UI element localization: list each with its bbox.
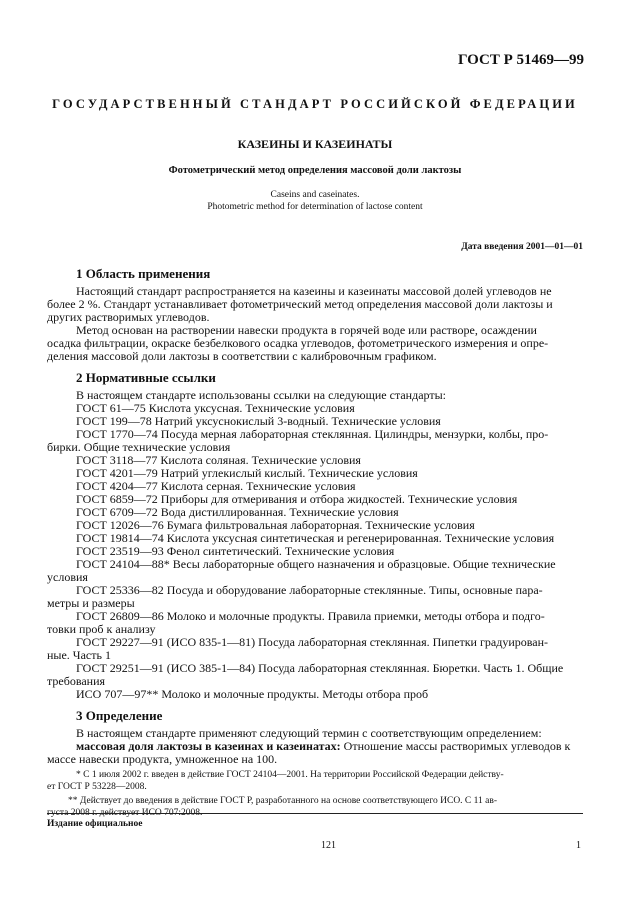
document-title: КАЗЕИНЫ И КАЗЕИНАТЫ — [237, 137, 393, 151]
reference-line: ГОСТ 61—75 Кислота уксусная. Технические условия — [76, 401, 355, 415]
section-1-line: осадка фильтрации, окраске безбелкового осадка углеводов, фотометрического измерения и опре- — [47, 336, 549, 350]
section-3-heading: 3 Определение — [76, 708, 163, 723]
reference-line: ГОСТ 23519—93 Фенол синтетический. Технические условия — [76, 544, 395, 558]
reference-line: ГОСТ 19814—74 Кислота уксусная синтетическая и регенерированная. Технические условия — [76, 531, 555, 545]
footer-divider — [47, 813, 583, 814]
reference-line: ГОСТ 6859—72 Приборы для отмеривания и отбора жидкостей. Технические условия — [76, 492, 518, 506]
reference-line: товки проб к анализу — [47, 622, 156, 636]
reference-line: ные. Часть 1 — [47, 648, 111, 662]
footnote-line: густа 2008 г. действует ИСО 707:2008. — [47, 808, 203, 818]
reference-line: бирки. Общие технические условия — [47, 440, 231, 454]
introduction-date: Дата введения 2001—01—01 — [461, 242, 583, 252]
section-1-line: Метод основан на растворении навески продукта в горячей воде или растворе, осаждении — [76, 323, 537, 337]
footnote-line: ** Действует до введения в действие ГОСТ Р, разработанного на основе соответствующего ИСО. С 11 ав- — [68, 796, 498, 806]
page-number-center: 121 — [321, 840, 336, 851]
reference-line: ГОСТ 12026—76 Бумага фильтровальная лабораторная. Технические условия — [76, 518, 475, 532]
reference-line: ГОСТ 29251—91 (ИСО 385-1—84) Посуда лабораторная стеклянная. Бюретки. Часть 1. Общие — [76, 661, 564, 675]
section-1-line: более 2 %. Стандарт устанавливает фотометрический метод определения массовой доли лактозы и — [47, 297, 553, 311]
reference-line: ГОСТ 6709—72 Вода дистиллированная. Технические условия — [76, 505, 399, 519]
reference-line: ГОСТ 29227—91 (ИСО 835-1—81) Посуда лабораторная стеклянная. Пипетки градуирован- — [76, 635, 548, 649]
page-number-right: 1 — [576, 840, 581, 851]
definition-text: Отношение массы растворимых углеводов к — [340, 739, 571, 753]
reference-line: требования — [47, 674, 106, 688]
section-1-line: Настоящий стандарт распространяется на казеины и казеинаты массовой долей углеводов не — [76, 284, 552, 298]
reference-line: В настоящем стандарте использованы ссылки на следующие стандарты: — [76, 388, 447, 402]
definition-line: массе навески продукта, умноженное на 100. — [47, 752, 278, 766]
footnote-line: ет ГОСТ Р 53228—2008. — [47, 782, 147, 792]
english-title-line-1: Caseins and caseinates. — [270, 190, 360, 200]
section-2-heading: 2 Нормативные ссылки — [76, 370, 216, 385]
reference-line: ГОСТ 24104—88* Весы лабораторные общего назначения и образцовые. Общие технические — [76, 557, 556, 571]
reference-line: ГОСТ 25336—82 Посуда и оборудование лабораторные стеклянные. Типы, основные пара- — [76, 583, 543, 597]
reference-line: ГОСТ 26809—86 Молоко и молочные продукты. Правила приемки, методы отбора и подго- — [76, 609, 545, 623]
reference-line: ГОСТ 1770—74 Посуда мерная лабораторная стеклянная. Цилиндры, мензурки, колбы, про- — [76, 427, 549, 441]
section-1-line: деления массовой доли лактозы в соответствии с калибровочным графиком. — [47, 349, 437, 363]
footnote-line: * С 1 июля 2002 г. введен в действие ГОСТ 24104—2001. На территории Российской Федерации действу- — [76, 770, 504, 780]
reference-line: условия — [47, 570, 88, 584]
standard-banner: ГОСУДАРСТВЕННЫЙ СТАНДАРТ РОССИЙСКОЙ ФЕДЕРАЦИИ — [52, 97, 578, 111]
reference-line: ГОСТ 4201—79 Натрий углекислый кислый. Технические условия — [76, 466, 418, 480]
document-subtitle: Фотометрический метод определения массовой доли лактозы — [168, 165, 462, 176]
reference-line: ГОСТ 4204—77 Кислота серная. Технические условия — [76, 479, 356, 493]
defined-term: массовая доля лактозы в казеинах и казеинатах: — [76, 739, 341, 753]
document-number: ГОСТ Р 51469—99 — [457, 52, 584, 68]
section-1-line: других растворимых углеводов. — [47, 310, 210, 324]
definition-intro: В настоящем стандарте применяют следующий термин с соответствующим определением: — [76, 726, 542, 740]
section-1-heading: 1 Область применения — [76, 266, 211, 281]
reference-line: ИСО 707—97** Молоко и молочные продукты. Методы отбора проб — [76, 687, 429, 701]
reference-line: ГОСТ 199—78 Натрий уксуснокислый 3-водный. Технические условия — [76, 414, 441, 428]
reference-line: ГОСТ 3118—77 Кислота соляная. Технические условия — [76, 453, 361, 467]
reference-line: метры и размеры — [47, 596, 135, 610]
edition-label: Издание официальное — [47, 819, 143, 829]
english-title-line-2: Photometric method for determination of lactose content — [207, 202, 423, 212]
